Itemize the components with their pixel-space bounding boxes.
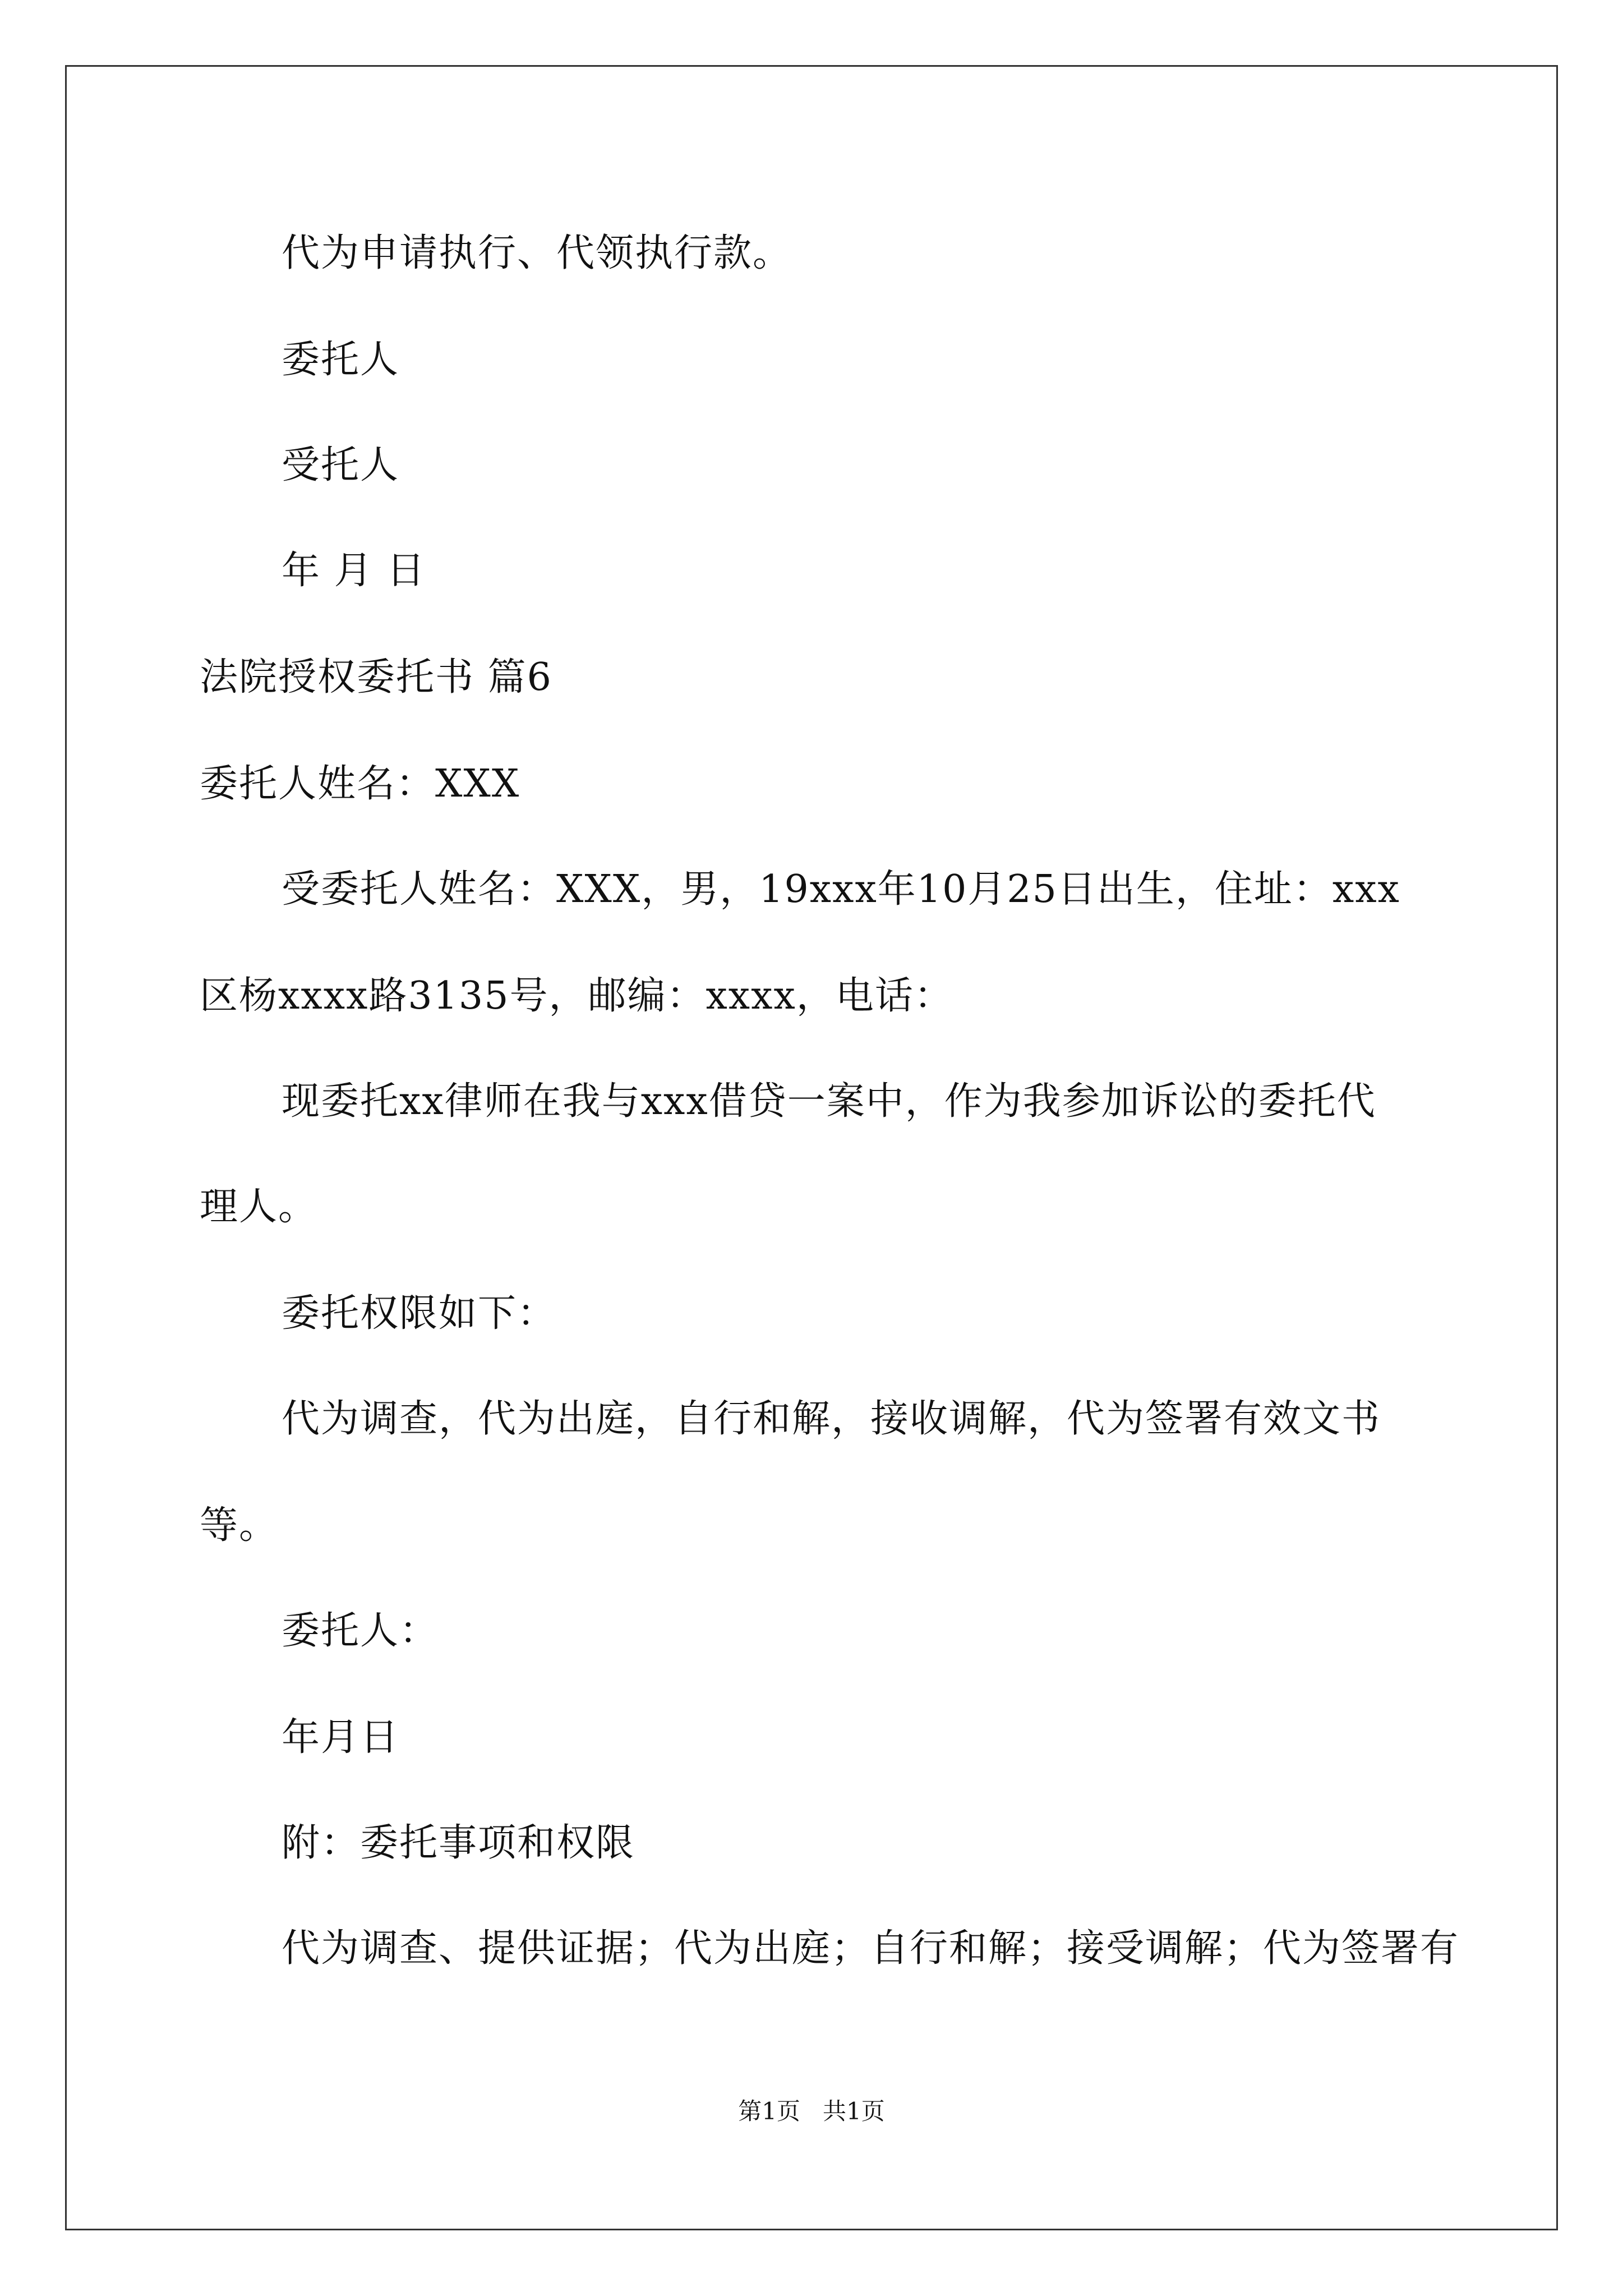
paragraph-line: 委托人姓名：XXX [200, 762, 520, 806]
paragraph-line: 委托权限如下： [282, 1291, 557, 1336]
section-heading: 法院授权委托书 篇6 [200, 655, 552, 700]
paragraph-line: 区杨xxxx路3135号，邮编：xxxx，电话： [200, 974, 953, 1018]
paragraph-line: 受委托人姓名：XXX，男，19xxx年10月25日出生，住址：xxx [282, 867, 1400, 912]
paragraph-line: 附：委托事项和权限 [282, 1821, 635, 1865]
paragraph-line: 代为调查、提供证据；代为出庭；自行和解；接受调解；代为签署有 [282, 1926, 1460, 1971]
paragraph-line: 年月日 [282, 1715, 400, 1760]
paragraph-line: 委托人： [282, 1609, 439, 1653]
paragraph-line: 等。 [200, 1503, 279, 1548]
paragraph-line: 委托人 [282, 338, 400, 382]
paragraph-line: 代为申请执行、代领执行款。 [282, 231, 792, 275]
paragraph-line: 受托人 [282, 443, 400, 487]
paragraph-line: 年 月 日 [282, 549, 426, 593]
page-border [65, 65, 1558, 2230]
paragraph-line: 代为调查，代为出庭，自行和解，接收调解，代为签署有效文书 [282, 1397, 1381, 1441]
page-number-footer: 第1页 共1页 [738, 2097, 885, 2125]
paragraph-line: 理人。 [200, 1185, 318, 1229]
paragraph-line: 现委托xx律师在我与xxx借贷一案中，作为我参加诉讼的委托代 [282, 1079, 1376, 1124]
